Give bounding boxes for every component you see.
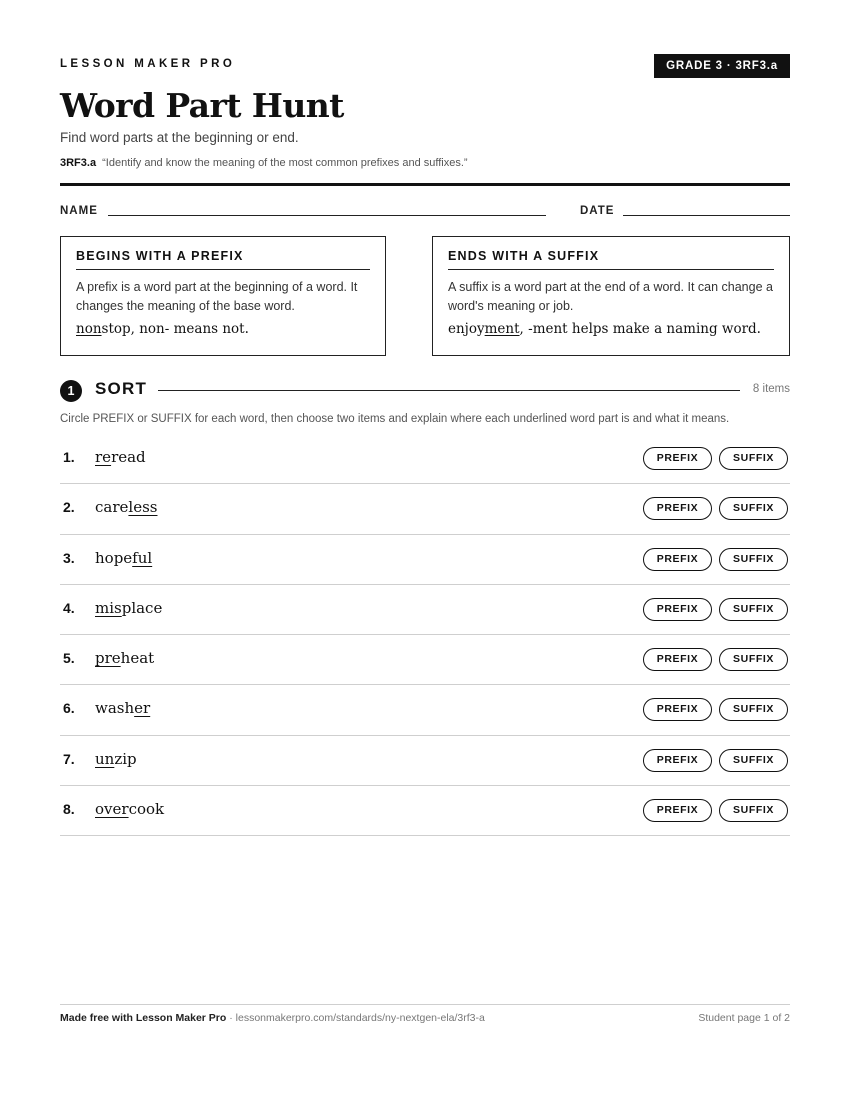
footer-made-with: Made free with Lesson Maker Pro — [60, 1012, 227, 1024]
prefix-option[interactable]: PREFIX — [643, 598, 712, 621]
example-underlined-part: non — [76, 321, 102, 337]
item-count: 8 items — [752, 383, 790, 395]
example-rest: stop, non- means not. — [101, 321, 249, 337]
item-word: overcook — [95, 800, 165, 819]
item-word: misplace — [95, 598, 163, 617]
prefix-option[interactable]: PREFIX — [643, 799, 712, 822]
item-word: hopeful — [95, 548, 153, 567]
item-number: 8. — [63, 801, 75, 818]
suffix-option[interactable]: SUFFIX — [719, 497, 788, 520]
date-label: DATE — [580, 205, 615, 217]
underlined-word-part: re — [95, 448, 112, 466]
prefix-box-body: A prefix is a word part at the beginning of a word. It changes the meaning of the base word. — [76, 280, 358, 313]
item-word: preheat — [95, 649, 155, 668]
standard-line — [60, 157, 468, 169]
item-number: 4. — [63, 599, 75, 616]
example-before: enjoy — [448, 321, 485, 337]
underlined-word-part: un — [95, 749, 115, 768]
date-field[interactable] — [623, 215, 790, 216]
section-rule — [158, 390, 740, 391]
suffix-option[interactable]: SUFFIX — [719, 648, 788, 671]
prefix-option[interactable]: PREFIX — [643, 548, 712, 571]
underlined-word-part: mis — [95, 598, 122, 617]
header-divider — [60, 183, 790, 186]
suffix-option[interactable]: SUFFIX — [719, 598, 788, 621]
standard-code: 3RF3.a — [60, 157, 97, 169]
suffix-info-box — [432, 236, 790, 356]
page-title: Word Part Hunt — [60, 86, 344, 125]
prefix-option[interactable]: PREFIX — [643, 497, 712, 520]
prefix-info-box — [60, 236, 386, 356]
standard-text: “Identify and know the meaning of the most common prefixes and suffixes.” — [102, 157, 468, 169]
underlined-word-part: ful — [132, 548, 153, 567]
item-number: 6. — [63, 700, 75, 717]
suffix-option[interactable]: SUFFIX — [719, 447, 788, 470]
item-number: 7. — [63, 750, 75, 767]
underlined-word-part: over — [95, 800, 129, 819]
sort-items-list — [60, 434, 790, 836]
worksheet-page — [60, 0, 790, 1100]
list-item — [60, 585, 790, 635]
prefix-option[interactable]: PREFIX — [643, 648, 712, 671]
page-subtitle: Find word parts at the beginning or end. — [60, 130, 299, 145]
suffix-box-heading: ENDS WITH A SUFFIX — [448, 249, 774, 270]
list-item — [60, 736, 790, 786]
example-underlined-part: ment — [484, 321, 520, 337]
suffix-box-example — [448, 321, 774, 337]
underlined-word-part: less — [128, 498, 158, 517]
prefix-option[interactable]: PREFIX — [643, 698, 712, 721]
list-item — [60, 535, 790, 585]
list-item — [60, 635, 790, 685]
prefix-option[interactable]: PREFIX — [643, 749, 712, 772]
footer-credit — [60, 1012, 485, 1024]
list-item — [60, 484, 790, 534]
suffix-option[interactable]: SUFFIX — [719, 749, 788, 772]
prefix-option[interactable]: PREFIX — [643, 447, 712, 470]
item-word: washer — [95, 699, 151, 718]
item-word: unzip — [95, 749, 137, 768]
underlined-word-part: pre — [95, 649, 121, 668]
footer-url: · lessonmakerpro.com/standards/ny-nextgen-ela/3rf3-a — [226, 1012, 485, 1024]
underlined-word-part: er — [134, 699, 151, 718]
footer-divider — [60, 1004, 790, 1005]
section-title: SORT — [95, 379, 148, 398]
suffix-box-body: A suffix is a word part at the end of a word. It can change a word's meaning or job. — [448, 280, 773, 313]
name-field[interactable] — [108, 215, 546, 216]
item-word: careless — [95, 498, 158, 517]
prefix-box-heading: BEGINS WITH A PREFIX — [76, 249, 370, 270]
suffix-option[interactable]: SUFFIX — [719, 698, 788, 721]
item-number: 3. — [63, 549, 75, 566]
section-number-badge: 1 — [60, 380, 82, 402]
page-indicator: Student page 1 of 2 — [698, 1012, 790, 1024]
example-rest: , -ment helps make a naming word. — [519, 321, 761, 337]
brand-name: LESSON MAKER PRO — [60, 58, 236, 70]
item-number: 2. — [63, 499, 75, 516]
suffix-option[interactable]: SUFFIX — [719, 548, 788, 571]
item-word: reread — [95, 448, 146, 466]
list-item — [60, 434, 790, 484]
prefix-box-example — [76, 321, 370, 337]
list-item — [60, 685, 790, 735]
name-label: NAME — [60, 205, 98, 217]
item-number: 5. — [63, 650, 75, 667]
list-item — [60, 786, 790, 836]
suffix-option[interactable]: SUFFIX — [719, 799, 788, 822]
grade-badge: GRADE 3 · 3RF3.a — [654, 54, 790, 78]
section-instructions: Circle PREFIX or SUFFIX for each word, then choose two items and explain where each underlined word part is and what it means. — [60, 413, 730, 425]
item-number: 1. — [63, 449, 75, 465]
